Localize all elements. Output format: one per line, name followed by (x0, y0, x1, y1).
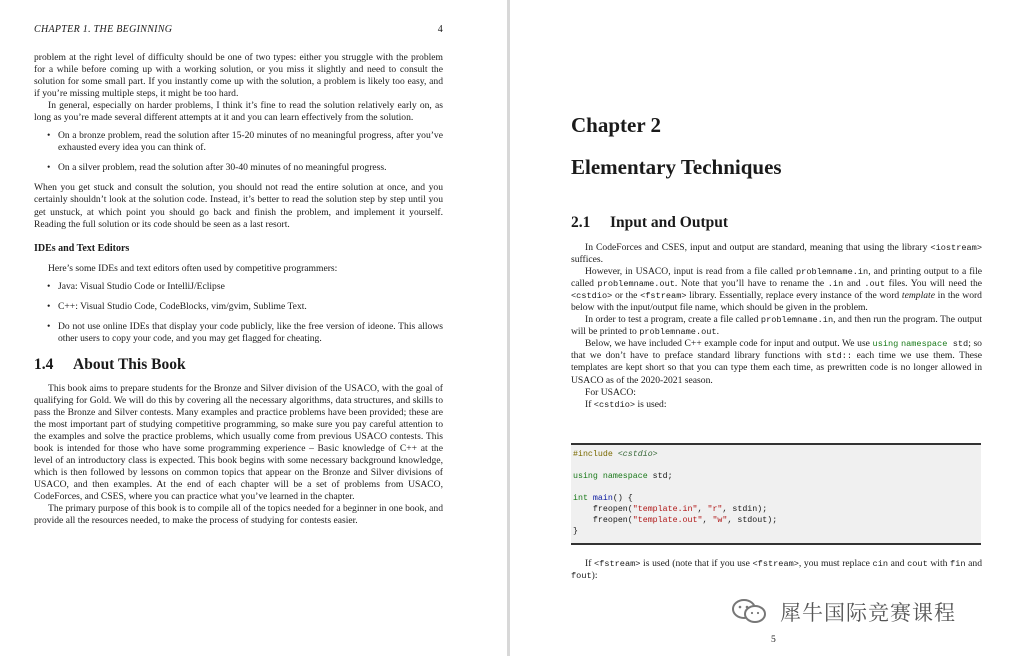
paragraph: When you get stuck and consult the solution, you should not read the entire solution at once, and you certainly shouldn’t look at the solution code. Instead, it’s better to read the solution step by step until you get unstuck, at which point you should go back and finish the problem, and implement it yourself. Reading the full solution or its code should be seen as a last resort. (34, 182, 443, 230)
running-head-title: CHAPTER 1. THE BEGINNING (34, 24, 173, 35)
bullet-list (34, 281, 443, 345)
code-block (571, 443, 981, 545)
paragraph: In general, especially on harder problems, I think it’s fine to read the solution relatively early on, as long as you’re made several different attempts at it and you can learn effectively from the solution. (34, 100, 443, 124)
list-item: • C++: Visual Studio Code, CodeBlocks, vim/gvim, Sublime Text. (34, 301, 443, 313)
code-line: freopen("template.in", "r", stdin); (592, 505, 768, 514)
section-number: 2.1 (571, 214, 591, 231)
paragraph: If <cstdio> is used: (585, 398, 667, 410)
list-item: • Do not use online IDEs that display your code publicly, like the free version of ideone. This allows other users to copy your code, and you may get flagged for cheating. (34, 321, 443, 345)
list-item: • On a bronze problem, read the solution after 15-20 minutes of no meaningful progress, after you’ve exhausted every idea you can think of. (34, 130, 443, 154)
chapter-label: Chapter 2 (571, 113, 662, 137)
paragraph: In CodeForces and CSES, input and output are standard, meaning that using the library <iostream> suffices. (571, 242, 982, 266)
running-head (34, 24, 443, 35)
paragraph: However, in USACO, input is read from a file called problemname.in, and printing output to a file called problemname.out. Note that you’ll have to rename the .in and .out files. You will need the <cstdio> or the <fstream> library. Essentially, replace every instance of the word template in the word below with the input/output file name, which should be given in the problem. (571, 266, 983, 314)
paragraph: For USACO: (585, 386, 636, 398)
section-title: Input and Output (610, 214, 729, 231)
chapter-title: Elementary Techniques (571, 155, 782, 179)
paragraph: This book aims to prepare students for the Bronze and Silver division of the USACO, with the goal of qualifying for Gold. We will do this by covering all the necessary algorithms, data structures, and skills to pass the Bronze and Silver contests. Many examples and practice problems have been provided; these are the most important part of studying competitive programming, so make sure you pay careful attention to the examples and solve the practice problems, which usually come from previous USACO contests. This book is intended for those who have some programming experience – Basic knowledge of C++ at the level of an introductory class is expected. This book begins with some necessary background knowledge, which is then followed by lessons on common topics that appear on the Bronze and Silver divisions of USACO, and then examples. At the end of each chapter will be a set of problems from USACO, CodeForces, and CSES, where you can practice what you’ve learned in the chapter. (34, 382, 443, 503)
section-title: About This Book (73, 355, 186, 373)
code-line: #include <cstdio> (573, 450, 658, 459)
subsection-heading: IDEs and Text Editors (34, 242, 130, 254)
paragraph: Below, we have included C++ example code for input and output. We use using namespace std; so that we don’t have to preface standard library functions with std:: each time we use them. These templates are kept short so that you can type them each time, as prewritten code is no longer allowed in USACO as of the 2020-2021 season. (571, 338, 982, 386)
watermark-text: 犀牛国际竞赛课程 (780, 601, 956, 625)
code-line: } (573, 527, 578, 536)
code-line: int main() { (573, 494, 633, 503)
page-number: 5 (771, 634, 776, 645)
section-heading (571, 214, 728, 232)
bullet-list (34, 130, 443, 174)
watermark (730, 594, 1010, 628)
left-page-body (34, 52, 443, 528)
wechat-icon (730, 597, 770, 625)
page-number: 4 (437, 24, 443, 35)
paragraph: Here’s some IDEs and text editors often used by competitive programmers: (48, 262, 338, 274)
right-page-body (571, 242, 982, 411)
code-line (573, 460, 979, 471)
code-line (573, 482, 979, 493)
list-item: • Java: Visual Studio Code or IntelliJ/Eclipse (34, 281, 443, 293)
paragraph: The primary purpose of this book is to compile all of the topics needed for a beginner in one book, and provide all the resources needed, to make the process of studying for contests easier. (34, 503, 443, 527)
paragraph: problem at the right level of difficulty should be one of two types: either you struggle with the problem for a while before coming up with a working solution, or you miss it slightly and need to consult the solution for some small part. If you instantly come up with the solution, a problem is likely too easy, and if you’re missing multiple steps, it might be too hard. (34, 52, 443, 100)
right-page-body-continued (571, 558, 982, 582)
paragraph: In order to test a program, create a file called problemname.in, and then run the program. The output will be printed to problemname.out. (571, 314, 982, 338)
code-line: using namespace std; (573, 472, 673, 481)
paragraph: If <fstream> is used (note that if you use <fstream>, you must replace cin and cout with fin and fout): (571, 558, 982, 582)
section-heading (34, 355, 443, 373)
section-number: 1.4 (34, 355, 54, 373)
code-line: freopen("template.out", "w", stdout); (592, 516, 778, 525)
list-item: • On a silver problem, read the solution after 30-40 minutes of no meaningful progress. (34, 162, 443, 174)
